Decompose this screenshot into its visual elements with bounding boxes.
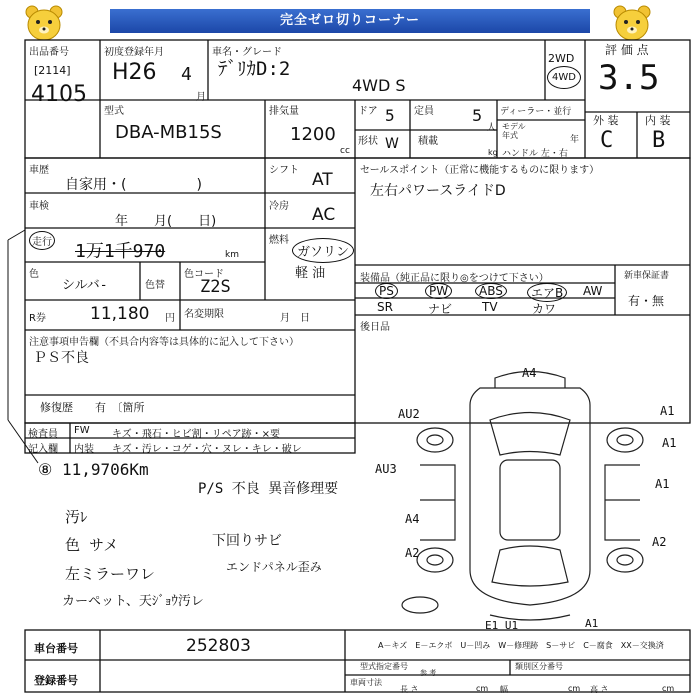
equip-leather: カワ [532,302,557,316]
aftermarket-label: 後日品 [360,322,390,333]
width-unit: cm [568,684,581,693]
equip-ps: PS [375,283,398,299]
notes-label: 注意事項申告欄（不具合内容等は具体的に記入して下さい） [29,337,299,348]
dealer-label: ディーラー・並行 [500,107,572,117]
damage-mark-left-front: AU2 [398,407,420,421]
height-label: 高 さ [590,685,609,694]
damage-mark-left-rear: A2 [405,546,420,560]
chassis-label: 車台番号 [34,642,78,655]
interior-label: 内 装 [645,114,671,127]
notes: ＰＳ不良 [33,350,89,366]
damage-legend: A－キズ E－エクボ U－凹み W－修理跡 S－サビ C－腐食 XX－交換済 [378,641,664,650]
damage-mark-right-door: A1 [655,477,670,491]
fuel-gasoline: ガソリン [292,238,354,263]
lot-number: 4105 [31,82,87,107]
damage-mark-left-rear-door: A4 [405,512,420,526]
damage-mark-right-bottom: A1 [585,617,599,630]
car-name-label: 車名・グレード [212,47,282,58]
equip-sr: SR [377,300,393,314]
length-unit: cm [476,684,489,693]
shape-label: 形状 [358,136,378,147]
recycle-unit: 円 [165,313,175,324]
equip-tv: TV [482,300,498,314]
recycle-fee: 11,180 [90,304,150,324]
handnote-color: 色 サメ [65,536,119,554]
repair-history: 修復歴 有 〔箇所 [40,401,145,414]
handnote-endpanel: エンドパネル歪み [226,560,322,574]
warranty: 有・無 [628,294,665,308]
model-year-unit: 年 [570,135,580,145]
color-label: 色 [29,269,39,280]
inspection: 年 月( 日) [115,214,217,229]
vehicle-dimensions-label: 車両寸法 [350,678,382,687]
car-grade: 4WD S [352,76,406,95]
lot-number-label: 出品番号 [29,47,69,58]
drive-2wd: 2WD [548,52,575,65]
sales-point: 左右パワースライドD [370,183,506,199]
aircon-label: 冷房 [269,201,289,212]
aircon: AC [312,205,336,225]
doors-label: ドア [358,106,378,117]
mileage-unit: km [225,250,239,260]
exterior-grade: C [600,128,614,153]
shift: AT [312,170,333,190]
inspector-label-2: 記入欄 [28,444,58,455]
sales-point-label: セールスポイント（正常に機能するものに限ります） [360,165,600,176]
load-label: 積載 [418,136,438,147]
exterior-label: 外 装 [593,114,619,127]
color-change-label: 色替 [145,280,165,291]
width-label: 幅 [500,685,508,694]
name-change-value: 月 日 [280,313,310,324]
handnote-ps: P/S 不良 異音修理要 [198,481,339,497]
damage-mark-left-door: AU3 [375,462,397,476]
fw-items: キズ・飛石・ヒビ割・リペア跡・×要 [112,429,280,440]
page-banner: 完全ゼロ切りコーナー [110,9,590,33]
color-code: Z2S [200,277,231,297]
height-unit: cm [662,684,675,693]
equip-navi: ナビ [428,302,453,316]
damage-mark-right-side: A1 [662,436,677,450]
type-designation-label: 型式指定番号 [360,662,408,671]
drive-4wd-circled: 4WD [547,66,581,89]
history-label: 車歴 [29,165,49,176]
color: シルバ- [62,278,108,293]
capacity-unit: 人 [487,123,497,133]
color-code-label: 色コード [184,269,224,280]
score-label: 評 価 点 [605,43,649,57]
shape: W [385,136,399,152]
score-value: 3.5 [598,58,660,98]
damage-mark-rear-top: A4 [522,366,537,380]
handnote-carpet: カーペット、天ｼﾞｮｳ汚レ [62,594,204,609]
equip-abs: ABS [475,283,507,299]
recycle-label: R券 [29,313,46,324]
fuel-diesel: 軽 油 [295,266,326,281]
first-registration-label: 初度登録年月 [104,47,164,58]
lot-sub-number: [2114] [34,64,71,77]
mileage-label: 走行 [29,231,55,250]
history: 自家用・( ) [65,177,202,193]
interior-grade: B [652,128,666,153]
fuel-label: 燃料 [269,235,289,246]
equipment-label: 装備品（純正品に限り◎をつけて下さい） [360,273,549,284]
damage-mark-right-front: A1 [660,404,675,418]
handnote-mirror: 左ミラーワレ [65,565,156,583]
doors: 5 [385,106,395,125]
equip-airbag: エアB [527,283,567,302]
reference-label: 参 考 [420,669,437,677]
car-name: ﾃﾞﾘｶD:2 [218,58,291,80]
inspection-label: 車検 [29,201,49,212]
model-year-label: モデル年式 [502,122,526,140]
damage-mark-right-rear: A2 [652,535,667,549]
load-unit: kg [488,148,498,157]
mileage: 1万1千970 [75,241,166,262]
warranty-label: 新車保証書 [624,271,670,281]
handnote-underbody: 下回りサビ [212,533,282,549]
handnote-dirt: 汚ﾚ [65,508,88,526]
capacity: 5 [472,106,483,125]
capacity-label: 定員 [414,106,434,117]
length-label: 長 さ [400,685,419,694]
displacement-label: 排気量 [269,106,299,117]
car-damage-diagram [380,360,680,630]
displacement-unit: cc [340,146,350,156]
interior-items-label: 内装 [74,444,94,455]
name-change-label: 名変期限 [184,309,224,320]
interior-items: キズ・汚レ・コゲ・穴・ヌレ・キレ・破レ [112,444,302,455]
inspector-label: 検査員 [28,429,58,440]
damage-mark-bottom: E1 U1 [485,619,519,632]
equip-pw: PW [425,283,452,299]
handle-label: ハンドル 左・右 [502,149,568,159]
equip-aw: AW [583,284,603,298]
month-unit: 月 [196,92,206,103]
registration-label: 登録番号 [34,674,78,687]
fw-label: FW [74,425,90,436]
displacement: 1200 [290,124,336,145]
first-registration-month: 4 [181,64,192,85]
handnote-mileage: ⑧ 11,9706Km [38,460,149,479]
shift-label: シフト [269,165,299,176]
category-number-label: 類別区分番号 [515,662,563,671]
first-registration-era: H26 [112,60,157,85]
model-type: DBA-MB15S [115,122,222,143]
chassis-number: 252803 [186,636,251,656]
model-type-label: 型式 [104,106,124,117]
